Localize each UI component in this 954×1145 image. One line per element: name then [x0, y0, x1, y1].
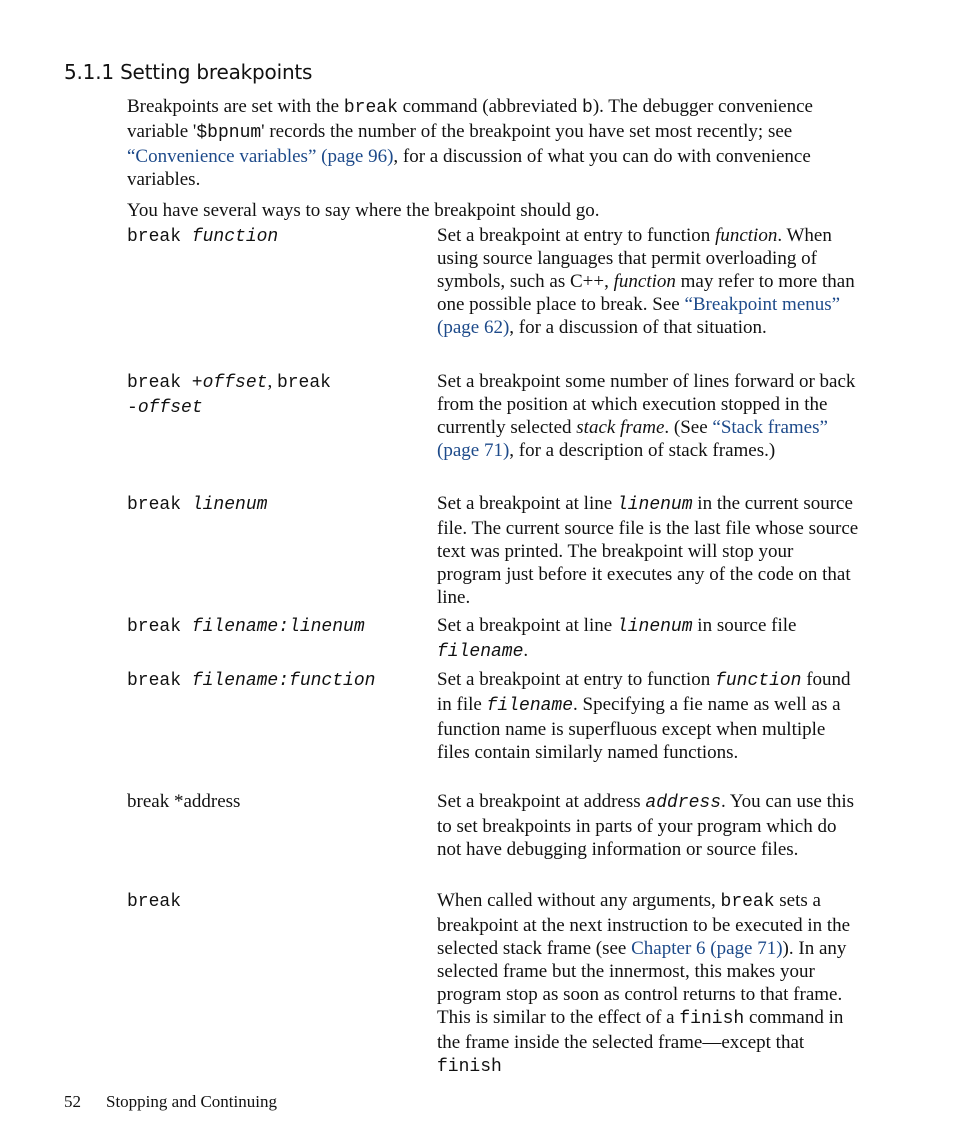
text: command (abbreviated	[397, 96, 582, 117]
definition-description	[437, 370, 862, 462]
term-argument: function	[191, 227, 279, 247]
text: When called without any arguments,	[437, 890, 721, 911]
italic-text: stack frame	[576, 417, 665, 438]
text: Set a breakpoint at line	[437, 493, 617, 514]
inline-code: break	[720, 892, 775, 912]
link-chapter-6[interactable]: Chapter 6 (page 71)	[631, 938, 783, 959]
link-stack-frames[interactable]: “Stack frames” (page 71)	[437, 417, 828, 461]
text: . Specifying a fie name as well as a function name is superfluous except when multiple files contain similarly named functions.	[437, 694, 841, 763]
intro-block	[127, 95, 862, 230]
text: , for a description of stack frames.)	[509, 440, 776, 461]
definition-description	[437, 492, 862, 609]
text: ). The debugger convenience variable '	[127, 96, 813, 142]
text: . You can use this to set breakpoints in parts of your program which do not have debugging information or source files.	[437, 791, 855, 860]
term-command: break	[127, 227, 192, 247]
inline-code: address	[645, 793, 722, 813]
text: Set a breakpoint some number of lines forward or back from the position at which execution stopped in the currently selected	[437, 371, 856, 438]
inline-code: function	[715, 671, 802, 691]
term-command: break	[127, 671, 192, 691]
term-command: break	[127, 617, 192, 637]
text: . (See	[664, 417, 713, 438]
text: Set a breakpoint at entry to function	[437, 225, 716, 246]
definition-term	[127, 614, 427, 639]
text: found in file	[437, 669, 851, 715]
definition-term	[127, 370, 427, 420]
section-title: Setting breakpoints	[120, 60, 313, 84]
text: Set a breakpoint at line	[437, 615, 617, 636]
inline-code: linenum	[616, 495, 693, 515]
intro-paragraph-1	[127, 95, 862, 191]
inline-code: linenum	[616, 617, 693, 637]
text: , for a discussion of what you can do with convenience variables.	[127, 146, 811, 190]
text: in the current source file. The current source file is the last file whose source text was printed. The breakpoint will stop your program just before it executes any of the code on that line.	[437, 493, 859, 608]
italic-text: function	[613, 271, 676, 292]
text: ' records the number of the breakpoint you have set most recently; see	[261, 121, 793, 142]
term-command: break +	[127, 373, 203, 393]
text: may refer to more than one possible place to break. See	[437, 271, 855, 315]
link-convenience-variables[interactable]: “Convenience variables” (page 96)	[127, 146, 394, 167]
intro-paragraph-2: You have several ways to say where the breakpoint should go.	[127, 200, 600, 221]
definition-description	[437, 889, 862, 1079]
text: in source file	[692, 615, 797, 636]
term-separator: ,	[267, 371, 277, 392]
text: . When using source languages that permit overloading of symbols, such as C++,	[437, 225, 832, 292]
text: command in the frame inside the selected frame—except that	[437, 1007, 844, 1053]
definition-term	[127, 224, 427, 249]
definition-description	[437, 614, 862, 664]
definition-term	[127, 492, 427, 517]
inline-code: finish	[679, 1009, 745, 1029]
term-argument: offset	[137, 398, 203, 418]
page-number: 52	[64, 1092, 81, 1111]
definition-term	[127, 668, 427, 693]
term-command: -	[127, 398, 138, 418]
italic-text: function	[715, 225, 778, 246]
section-number: 5.1.1	[64, 60, 114, 84]
text: , for a discussion of that situation.	[509, 317, 767, 338]
inline-code: finish	[437, 1057, 502, 1077]
term-argument: offset	[202, 373, 268, 393]
text: ). In any selected frame but the innermost, this makes your program stop as soon as control returns to that frame. This is similar to the effect of a	[437, 938, 847, 1028]
inline-code: $bpnum	[196, 123, 262, 143]
inline-code: break	[343, 98, 398, 118]
definition-description	[437, 224, 862, 339]
text: Set a breakpoint at entry to function	[437, 669, 716, 690]
term-argument: filename:linenum	[191, 617, 365, 637]
term-argument: filename:function	[191, 671, 376, 691]
text: .	[523, 640, 529, 661]
definition-description	[437, 790, 862, 861]
inline-code: filename	[437, 642, 524, 662]
term-command: break	[127, 892, 182, 912]
definition-description	[437, 668, 862, 764]
term-command: break	[276, 373, 331, 393]
page-footer	[64, 1092, 277, 1112]
inline-code: filename	[486, 696, 574, 716]
term-argument: linenum	[191, 495, 268, 515]
text: Set a breakpoint at address	[437, 791, 646, 812]
inline-code: b	[582, 98, 593, 118]
text: Breakpoints are set with the	[127, 96, 344, 117]
section-heading	[64, 60, 312, 84]
text: sets a breakpoint at the next instruction to be executed in the selected stack frame (see	[437, 890, 851, 959]
link-breakpoint-menus[interactable]: “Breakpoint menus” (page 62)	[437, 294, 841, 338]
definition-term: break *address	[127, 791, 241, 812]
term-command: break	[127, 495, 192, 515]
chapter-title: Stopping and Continuing	[106, 1092, 277, 1111]
definition-term	[127, 889, 427, 914]
